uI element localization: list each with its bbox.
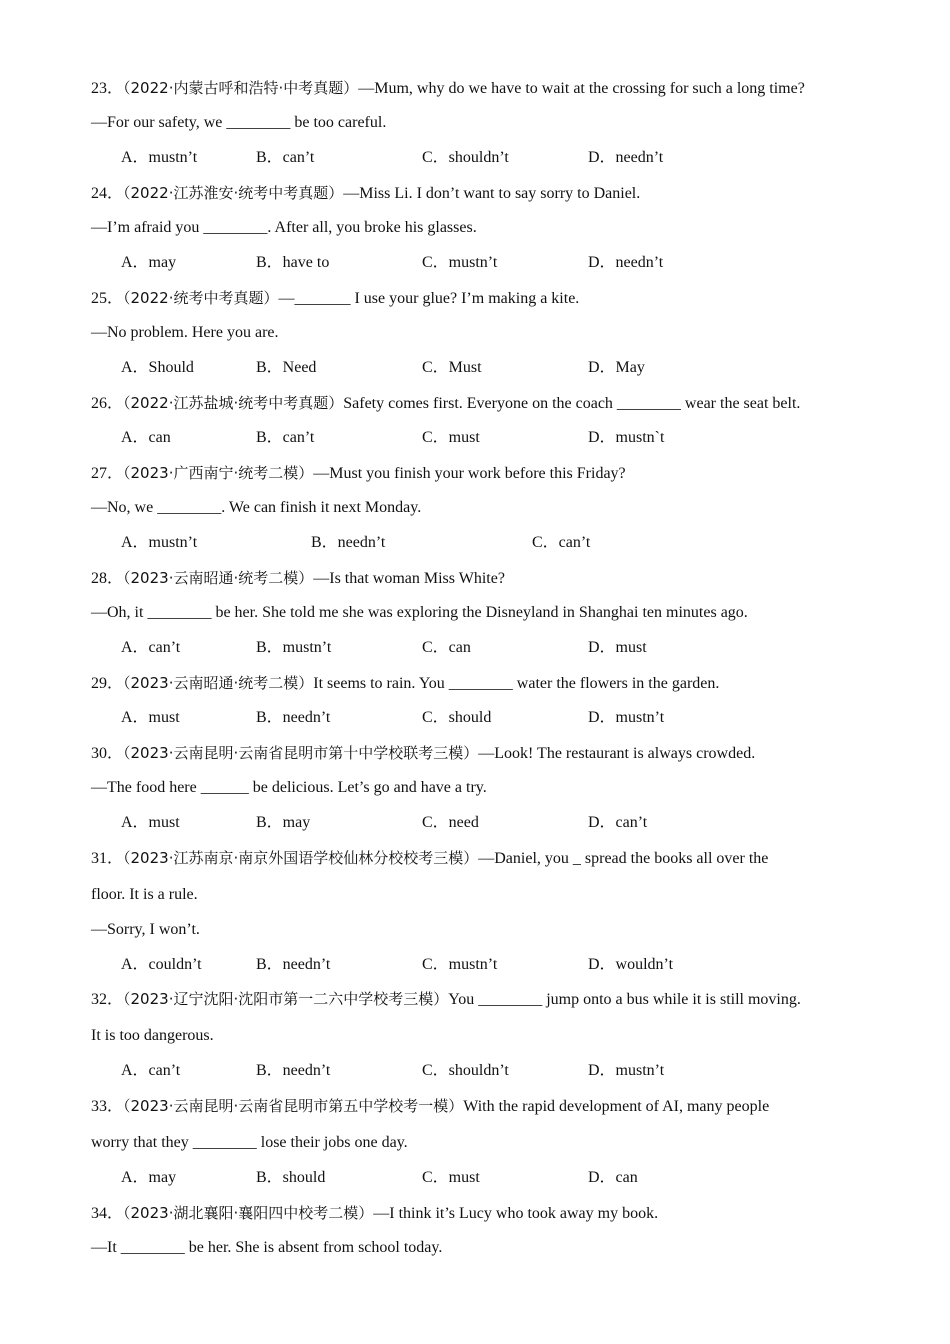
- question-26-line-1: 26．（2022·江苏盐城·统考中考真题）Safety comes first. Everyone on the coach ________ wear the seat belt.: [91, 394, 801, 412]
- option-a: A．mustn’t: [121, 149, 198, 166]
- question-27-options: [121, 533, 881, 553]
- option-b: B．needn’t: [256, 1062, 331, 1079]
- option-c: C．should: [422, 709, 492, 726]
- option-b: B．should: [256, 1169, 326, 1186]
- question-32-line-1: 32．（2023·辽宁沈阳·沈阳市第一二六中学校考三模）You ________ jump onto a bus while it is still moving.: [91, 990, 801, 1008]
- question-27-line-2: —No, we ________. We can finish it next Monday.: [91, 499, 422, 516]
- option-b: B．needn’t: [256, 956, 331, 973]
- question-28-line-1: 28．（2023·云南昭通·统考二模）—Is that woman Miss White?: [91, 569, 505, 587]
- option-b: B．needn’t: [256, 709, 331, 726]
- question-source: （2022·江苏盐城·统考中考真题）: [123, 394, 344, 412]
- question-25-options: [121, 358, 881, 378]
- option-a: A．Should: [121, 359, 194, 376]
- option-c: C．Must: [422, 359, 482, 376]
- option-c: C．mustn’t: [422, 956, 498, 973]
- option-a: A．can’t: [121, 639, 181, 656]
- question-29-options: [121, 708, 881, 728]
- option-d: D．mustn’t: [588, 709, 665, 726]
- question-23-line-1: 23．（2022·内蒙古呼和浩特·中考真题）—Mum, why do we have to wait at the crossing for such a long time?: [91, 79, 805, 97]
- option-a: A．can’t: [121, 1062, 181, 1079]
- option-d: D．wouldn’t: [588, 956, 674, 973]
- question-source: （2023·云南昆明·云南省昆明市第十中学校联考三模）: [123, 744, 479, 762]
- question-25-line-1: 25．（2022·统考中考真题）—_______ I use your glue? I’m making a kite.: [91, 289, 580, 307]
- option-a: A．may: [121, 254, 177, 271]
- option-d: D．can’t: [588, 814, 648, 831]
- option-b: B．can’t: [256, 149, 315, 166]
- question-29-line-1: 29．（2023·云南昭通·统考二模）It seems to rain. You ________ water the flowers in the garden.: [91, 674, 720, 692]
- option-b: B．can’t: [256, 429, 315, 446]
- question-23-options: [121, 148, 881, 168]
- option-d: D．can: [588, 1169, 638, 1186]
- question-30-options: [121, 813, 881, 833]
- option-b: B．have to: [256, 254, 330, 271]
- option-c: C．shouldn’t: [422, 1062, 509, 1079]
- option-d: D．mustn’t: [588, 1062, 665, 1079]
- option-b: B．Need: [256, 359, 317, 376]
- question-30-line-2: —The food here ______ be delicious. Let’s go and have a try.: [91, 779, 487, 796]
- option-c: C．shouldn’t: [422, 149, 509, 166]
- question-source: （2023·辽宁沈阳·沈阳市第一二六中学校考三模）: [123, 990, 449, 1008]
- question-30-line-1: 30．（2023·云南昆明·云南省昆明市第十中学校联考三模）—Look! The restaurant is always crowded.: [91, 744, 756, 762]
- option-c: C．must: [422, 429, 480, 446]
- option-d: D．May: [588, 359, 645, 376]
- option-b: B．mustn’t: [256, 639, 332, 656]
- option-a: A．couldn’t: [121, 956, 202, 973]
- option-a: A．can: [121, 429, 171, 446]
- question-32-line-2: It is too dangerous.: [91, 1027, 214, 1044]
- question-33-line-1: 33．（2023·云南昆明·云南省昆明市第五中学校考一模）With the rapid development of AI, many people: [91, 1097, 770, 1115]
- question-source: （2023·广西南宁·统考二模）: [123, 464, 314, 482]
- question-23-line-2: —For our safety, we ________ be too careful.: [91, 114, 387, 131]
- option-a: A．may: [121, 1169, 177, 1186]
- question-source: （2023·湖北襄阳·襄阳四中校考二模）: [123, 1204, 374, 1222]
- question-24-line-1: 24．（2022·江苏淮安·统考中考真题）—Miss Li. I don’t want to say sorry to Daniel.: [91, 184, 641, 202]
- option-c: C．can: [422, 639, 471, 656]
- question-source: （2023·云南昭通·统考二模）: [123, 569, 314, 587]
- question-31-line-1: 31．（2023·江苏南京·南京外国语学校仙林分校校考三模）—Daniel, you _ spread the books all over the: [91, 849, 769, 867]
- question-33-options: [121, 1168, 881, 1188]
- question-source: （2023·云南昆明·云南省昆明市第五中学校考一模）: [123, 1097, 464, 1115]
- option-c: C．must: [422, 1169, 480, 1186]
- option-c: C．can’t: [532, 534, 591, 551]
- option-c: C．mustn’t: [422, 254, 498, 271]
- option-b: B．needn’t: [311, 534, 386, 551]
- option-d: D．needn’t: [588, 254, 664, 271]
- question-28-line-2: —Oh, it ________ be her. She told me she was exploring the Disneyland in Shanghai ten minutes ago.: [91, 604, 748, 621]
- option-d: D．must: [588, 639, 647, 656]
- question-25-line-2: —No problem. Here you are.: [91, 324, 279, 341]
- question-source: （2023·江苏南京·南京外国语学校仙林分校校考三模）: [123, 849, 479, 867]
- question-28-options: [121, 638, 881, 658]
- question-24-line-2: —I’m afraid you ________. After all, you broke his glasses.: [91, 219, 477, 236]
- question-33-line-2: worry that they ________ lose their jobs one day.: [91, 1134, 408, 1151]
- question-source: （2022·统考中考真题）: [123, 289, 279, 307]
- question-31-line-3: —Sorry, I won’t.: [91, 921, 200, 938]
- question-26-options: [121, 428, 881, 448]
- question-source: （2022·内蒙古呼和浩特·中考真题）: [123, 79, 359, 97]
- question-31-options: [121, 955, 881, 975]
- question-34-line-2: —It ________ be her. She is absent from school today.: [91, 1239, 443, 1256]
- question-source: （2023·云南昭通·统考二模）: [123, 674, 314, 692]
- option-a: A．mustn’t: [121, 534, 198, 551]
- question-source: （2022·江苏淮安·统考中考真题）: [123, 184, 344, 202]
- question-34-line-1: 34．（2023·湖北襄阳·襄阳四中校考二模）—I think it’s Lucy who took away my book.: [91, 1204, 659, 1222]
- option-d: D．mustn`t: [588, 429, 665, 446]
- question-32-options: [121, 1061, 881, 1081]
- option-c: C．need: [422, 814, 479, 831]
- option-b: B．may: [256, 814, 311, 831]
- option-a: A．must: [121, 814, 180, 831]
- question-24-options: [121, 253, 881, 273]
- question-27-line-1: 27．（2023·广西南宁·统考二模）—Must you finish your work before this Friday?: [91, 464, 626, 482]
- option-a: A．must: [121, 709, 180, 726]
- option-d: D．needn’t: [588, 149, 664, 166]
- question-31-line-2: floor. It is a rule.: [91, 886, 198, 903]
